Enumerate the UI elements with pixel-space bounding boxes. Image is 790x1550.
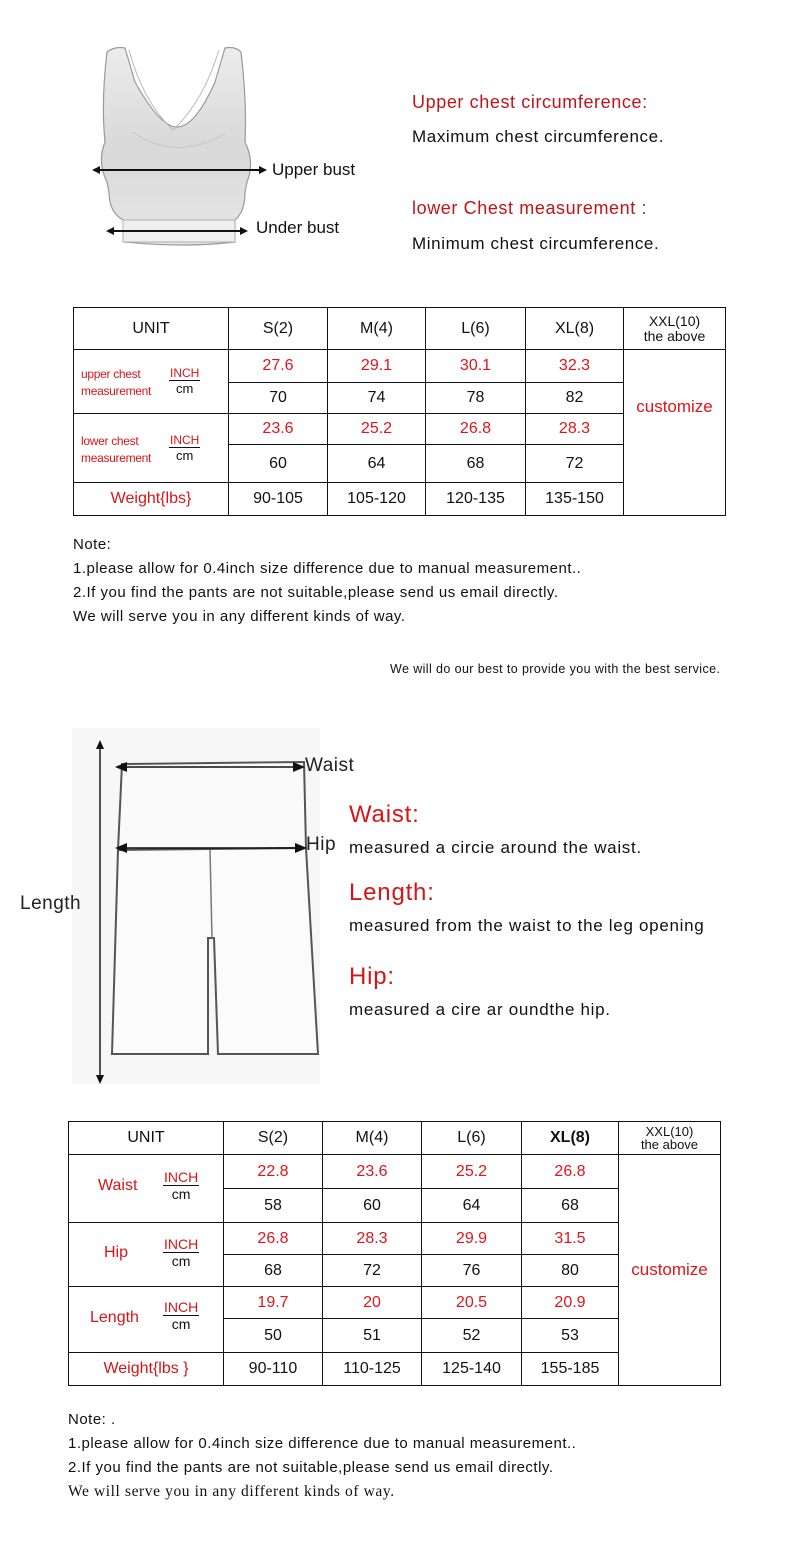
upper-chest-definition-title: Upper chest circumference: — [412, 92, 648, 112]
waist-definition-text: measured a circie around the waist. — [349, 838, 642, 857]
inch-value: 28.3 — [526, 414, 624, 445]
row-label-line1: upper chest — [81, 367, 141, 381]
waist-figure-label: Waist — [305, 755, 355, 776]
weight-label: Weight{lbs} — [74, 483, 229, 516]
inch-value: 20.5 — [422, 1287, 522, 1319]
cm-value: 68 — [426, 445, 526, 483]
note-line: 2.If you find the pants are not suitable,please send us email directly. — [68, 1459, 554, 1476]
note-line: We will serve you in any different kinds of way. — [73, 608, 406, 625]
cm-value: 52 — [422, 1319, 522, 1353]
cm-value: 53 — [522, 1319, 619, 1353]
weight-value: 110-125 — [323, 1353, 422, 1386]
lower-chest-definition-title: lower Chest measurement : — [412, 198, 648, 218]
xxl-header-line1: XXL(10) — [645, 1124, 694, 1139]
xxl-header — [624, 308, 726, 350]
table-row — [69, 1155, 721, 1189]
row-label-line2: measurement — [81, 451, 152, 465]
row-label: Length — [90, 1309, 139, 1326]
inch-value: 32.3 — [526, 350, 624, 383]
xxl-header-line1: XXL(10) — [648, 312, 701, 329]
unit-cm: cm — [176, 381, 194, 396]
size-header: L(6) — [422, 1122, 522, 1155]
weight-value: 125-140 — [422, 1353, 522, 1386]
bra-size-table — [73, 307, 726, 516]
cm-value: 72 — [323, 1255, 422, 1287]
inch-value: 26.8 — [522, 1155, 619, 1189]
inch-value: 28.3 — [323, 1223, 422, 1255]
weight-value: 155-185 — [522, 1353, 619, 1386]
shorts-illustration — [72, 728, 320, 1084]
length-figure-label: Length — [20, 893, 82, 914]
weight-value: 105-120 — [328, 483, 426, 516]
cm-value: 78 — [426, 383, 526, 414]
inch-value: 20 — [323, 1287, 422, 1319]
hip-row-label — [69, 1223, 224, 1287]
cm-value: 68 — [224, 1255, 323, 1287]
cm-value: 51 — [323, 1319, 422, 1353]
upper-bust-arrow — [92, 163, 267, 177]
length-definition-title: Length: — [349, 879, 435, 906]
upper-chest-row-label — [74, 350, 229, 414]
hip-figure-label: Hip — [306, 834, 337, 855]
inch-value: 31.5 — [522, 1223, 619, 1255]
inch-value: 25.2 — [328, 414, 426, 445]
inch-value: 30.1 — [426, 350, 526, 383]
cm-value: 70 — [229, 383, 328, 414]
weight-value: 90-105 — [229, 483, 328, 516]
note-line: We will serve you in any different kinds of way. — [68, 1483, 395, 1500]
table-header-row — [74, 308, 726, 350]
inch-value: 25.2 — [422, 1155, 522, 1189]
upper-chest-definition-text: Maximum chest circumference. — [412, 127, 665, 146]
inch-value: 20.9 — [522, 1287, 619, 1319]
inch-value: 23.6 — [323, 1155, 422, 1189]
unit-inch: INCH — [164, 1299, 199, 1315]
size-header: L(6) — [426, 308, 526, 350]
waist-definition-title: Waist: — [349, 801, 420, 828]
unit-fraction — [163, 1169, 199, 1202]
size-header: XL(8) — [522, 1122, 619, 1155]
cm-value: 60 — [229, 445, 328, 483]
weight-value: 120-135 — [426, 483, 526, 516]
service-message: We will do our best to provide you with the best service. — [390, 662, 721, 676]
cm-value: 64 — [328, 445, 426, 483]
unit-cm: cm — [176, 448, 194, 463]
xxl-header-line2: the above — [640, 1137, 699, 1152]
inch-value: 29.1 — [328, 350, 426, 383]
weight-value: 90-110 — [224, 1353, 323, 1386]
length-definition-text: measured from the waist to the leg opening — [349, 916, 705, 935]
unit-cm: cm — [171, 1253, 191, 1269]
inch-value: 19.7 — [224, 1287, 323, 1319]
length-arrow — [94, 740, 106, 1084]
lower-chest-definition-text: Minimum chest circumference. — [412, 234, 660, 253]
xxl-header-line2: the above — [643, 327, 706, 344]
unit-inch: INCH — [170, 366, 200, 380]
shorts-notes — [68, 1408, 576, 1504]
inch-value: 22.8 — [224, 1155, 323, 1189]
table-header-row — [69, 1122, 721, 1155]
unit-inch: INCH — [170, 433, 200, 447]
unit-header: UNIT — [69, 1122, 224, 1155]
cm-value: 82 — [526, 383, 624, 414]
row-label-line2: measurement — [81, 384, 152, 398]
note-heading: Note: . — [68, 1411, 116, 1428]
inch-value: 23.6 — [229, 414, 328, 445]
hip-arrow — [115, 842, 307, 854]
customize-cell: customize — [619, 1155, 721, 1386]
note-line: 1.please allow for 0.4inch size difference due to manual measurement.. — [68, 1435, 577, 1452]
unit-fraction — [169, 433, 200, 463]
under-bust-arrow — [106, 224, 248, 238]
unit-fraction — [163, 1236, 199, 1269]
cm-value: 74 — [328, 383, 426, 414]
upper-bust-label: Upper bust — [272, 160, 356, 179]
unit-cm: cm — [171, 1316, 191, 1332]
weight-value: 135-150 — [526, 483, 624, 516]
inch-value: 27.6 — [229, 350, 328, 383]
unit-inch: INCH — [164, 1236, 199, 1252]
unit-fraction — [163, 1299, 199, 1332]
unit-header: UNIT — [74, 308, 229, 350]
inch-value: 26.8 — [224, 1223, 323, 1255]
hip-definition-text: measured a cire ar oundthe hip. — [349, 1000, 611, 1019]
bra-notes — [73, 533, 581, 629]
row-label-line1: lower chest — [81, 434, 139, 448]
cm-value: 50 — [224, 1319, 323, 1353]
size-header: S(2) — [224, 1122, 323, 1155]
size-header: M(4) — [323, 1122, 422, 1155]
cm-value: 76 — [422, 1255, 522, 1287]
cm-value: 58 — [224, 1189, 323, 1223]
size-header: M(4) — [328, 308, 426, 350]
row-label: Hip — [104, 1244, 129, 1261]
note-heading: Note: — [73, 536, 112, 553]
inch-value: 29.9 — [422, 1223, 522, 1255]
cm-value: 72 — [526, 445, 624, 483]
length-row-label — [69, 1287, 224, 1353]
cm-value: 68 — [522, 1189, 619, 1223]
shorts-size-table — [68, 1121, 721, 1386]
hip-definition-title: Hip: — [349, 963, 395, 990]
size-header: XL(8) — [526, 308, 624, 350]
customize-cell: customize — [624, 350, 726, 516]
waist-arrow — [115, 761, 305, 773]
unit-inch: INCH — [164, 1169, 199, 1185]
cm-value: 60 — [323, 1189, 422, 1223]
size-header: S(2) — [229, 308, 328, 350]
unit-fraction — [169, 366, 200, 396]
xxl-header — [619, 1122, 721, 1155]
cm-value: 64 — [422, 1189, 522, 1223]
note-line: 2.If you find the pants are not suitable,please send us email directly. — [73, 584, 559, 601]
cm-value: 80 — [522, 1255, 619, 1287]
weight-label: Weight{lbs } — [69, 1353, 224, 1386]
waist-row-label — [69, 1155, 224, 1223]
note-line: 1.please allow for 0.4inch size difference due to manual measurement.. — [73, 560, 582, 577]
table-row — [74, 350, 726, 383]
row-label: Waist — [98, 1177, 138, 1194]
under-bust-label: Under bust — [256, 218, 340, 237]
unit-cm: cm — [171, 1186, 191, 1202]
lower-chest-row-label — [74, 414, 229, 483]
inch-value: 26.8 — [426, 414, 526, 445]
